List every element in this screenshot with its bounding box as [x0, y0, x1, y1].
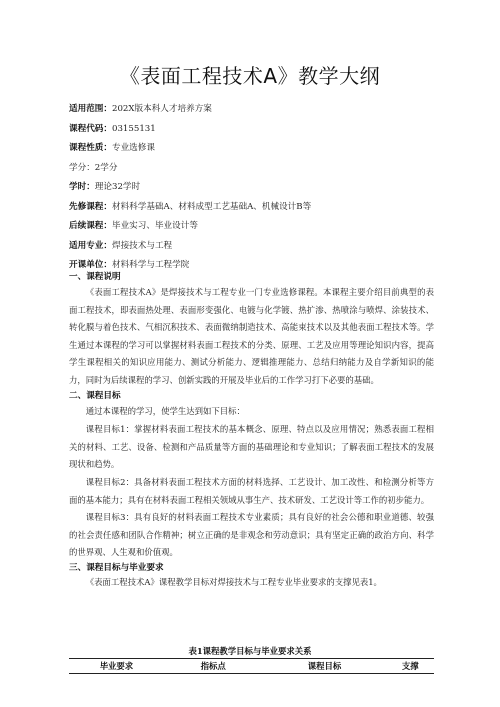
requirements-text: 《表面工程技术A》课程教学目标对焊接技术与工程专业毕业要求的支撑见表1。	[85, 577, 382, 587]
goals-intro: 通过本课程的学习，使学生达到如下目标：	[85, 406, 245, 416]
goal-1: 课程目标1：掌握材料表面工程技术的基本概念、原理、特点以及应用情况；熟悉表面工程相关的材料、工艺、设备、检测和产品质量等方面的基础理论和专业知识；了解表面工程技术的发展现状和趋势。	[69, 424, 434, 470]
meta-code: 课程代码：03155131	[69, 123, 156, 134]
document-title: 《表面工程技术A》教学大纲	[119, 64, 381, 88]
course-meta	[69, 100, 449, 276]
section-heading-goals: 二、课程目标	[69, 391, 121, 401]
section-description-text: 《表面工程技术A》是焊接技术与工程专业一门专业选修课程。本课程主要介绍目前典型的表面工程技术，即表面热处理、表面形变强化、电镀与化学镀、热扩渗、热喷涂与喷焊、涂装技术、转化膜与着色技术、气相沉积技术、表面微纳制造技术、高能束技术以及其他表面工程技术等。学生通过本课程的学习可以掌握材料表面工程技术的分类、原理、工艺及应用等理论知识内容，提高学生课程相关的知识应用能力、测试分析能力、逻辑推理能力、总结归纳能力及自学新知识的能力，同时为后续课程的学习、创新实践的开展及毕业后的工作学习打下必要的基础。	[69, 287, 434, 385]
section-heading-description: 一、课程说明	[69, 272, 121, 282]
table-header-goal: 课程目标	[262, 659, 386, 674]
meta-department: 开课单位：材料科学与工程学院	[69, 260, 190, 270]
goal-2: 课程目标2：具备材料表面工程技术方面的材料选择、工艺设计、加工改性、和检测分析等方面的基本能力；具有在材料表面工程相关领域从事生产、技术研发、工艺设计等工作的初步能力。	[69, 477, 434, 505]
meta-followup: 后续课程：毕业实习、毕业设计等	[69, 221, 198, 231]
meta-credits: 学分：2学分	[69, 162, 118, 173]
meta-prerequisites: 先修课程：材料科学基础A、材料成型工艺基础A、机械设计B等	[69, 201, 312, 212]
table-header-requirement: 毕业要求	[69, 659, 164, 674]
requirements-table	[69, 658, 434, 674]
table-header-indicator: 指标点	[164, 659, 263, 674]
goal-3: 课程目标3：具有良好的材料表面工程技术专业素质；具有良好的社会公德和职业道德、较强的社会责任感和团队合作精神；树立正确的是非观念和劳动意识；具有坚定正确的政治方向、科学的世界观、人生观和价值观。	[69, 512, 434, 558]
meta-hours: 学时：理论32学时	[69, 182, 141, 192]
table-header-row	[69, 659, 434, 674]
table-header-support: 支撑	[387, 659, 434, 674]
meta-scope: 适用范围：202X版本科人才培养方案	[69, 104, 212, 114]
section-heading-requirements: 三、课程目标与毕业要求	[69, 563, 164, 573]
meta-major: 适用专业：焊接技术与工程	[69, 240, 173, 251]
meta-nature: 课程性质：专业选修课	[69, 143, 155, 153]
table-caption: 表1课程教学目标与毕业要求关系	[188, 646, 312, 656]
